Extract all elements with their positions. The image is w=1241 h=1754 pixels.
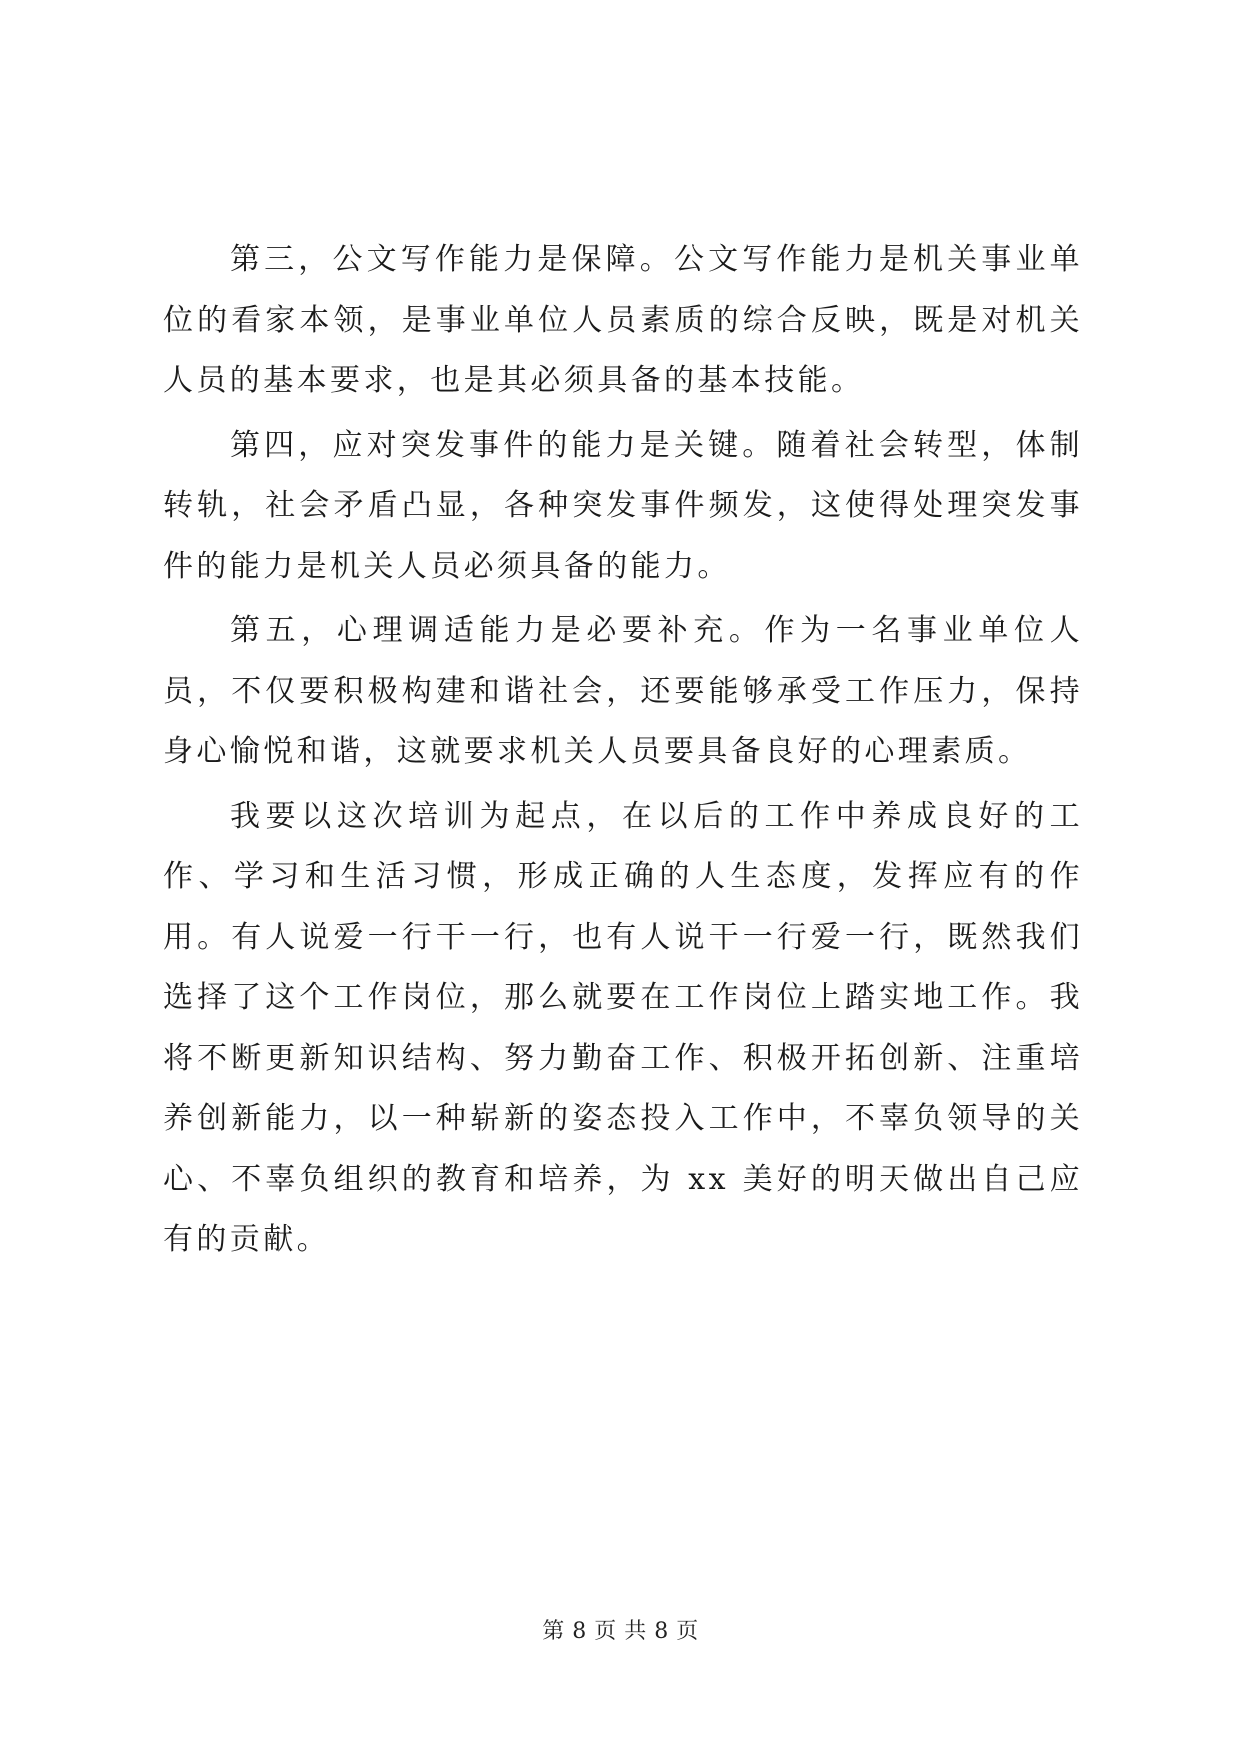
paragraph-5: 第五，心理调适能力是必要补充。作为一名事业单位人员，不仅要积极构建和谐社会，还要能够承受工作压力，保持身心愉悦和谐，这就要求机关人员要具备良好的心理素质。 bbox=[163, 613, 1083, 769]
paragraph-conclusion: 我要以这次培训为起点，在以后的工作中养成良好的工作、学习和生活习惯，形成正确的人生态度，发挥应有的作用。有人说爱一行干一行，也有人说干一行爱一行，既然我们选择了这个工作岗位，那么就要在工作岗位上踏实地工作。我将不断更新知识结构、努力勤奋工作、积极开拓创新、注重培养创新能力，以一种崭新的姿态投入工作中，不辜负领导的关心、不辜负组织的教育和培养，为 xx 美好的明天做出自己应有的贡献。 bbox=[163, 798, 1083, 1257]
paragraph-3: 第三，公文写作能力是保障。公文写作能力是机关事业单位的看家本领，是事业单位人员素质的综合反映，既是对机关人员的基本要求，也是其必须具备的基本技能。 bbox=[163, 242, 1083, 398]
document-body bbox=[163, 230, 1083, 1275]
paragraph-4: 第四，应对突发事件的能力是关键。随着社会转型，体制转轨，社会矛盾凸显，各种突发事件频发，这使得处理突发事件的能力是机关人员必须具备的能力。 bbox=[163, 427, 1083, 584]
page-number-footer: 第 8 页 共 8 页 bbox=[542, 1619, 699, 1644]
